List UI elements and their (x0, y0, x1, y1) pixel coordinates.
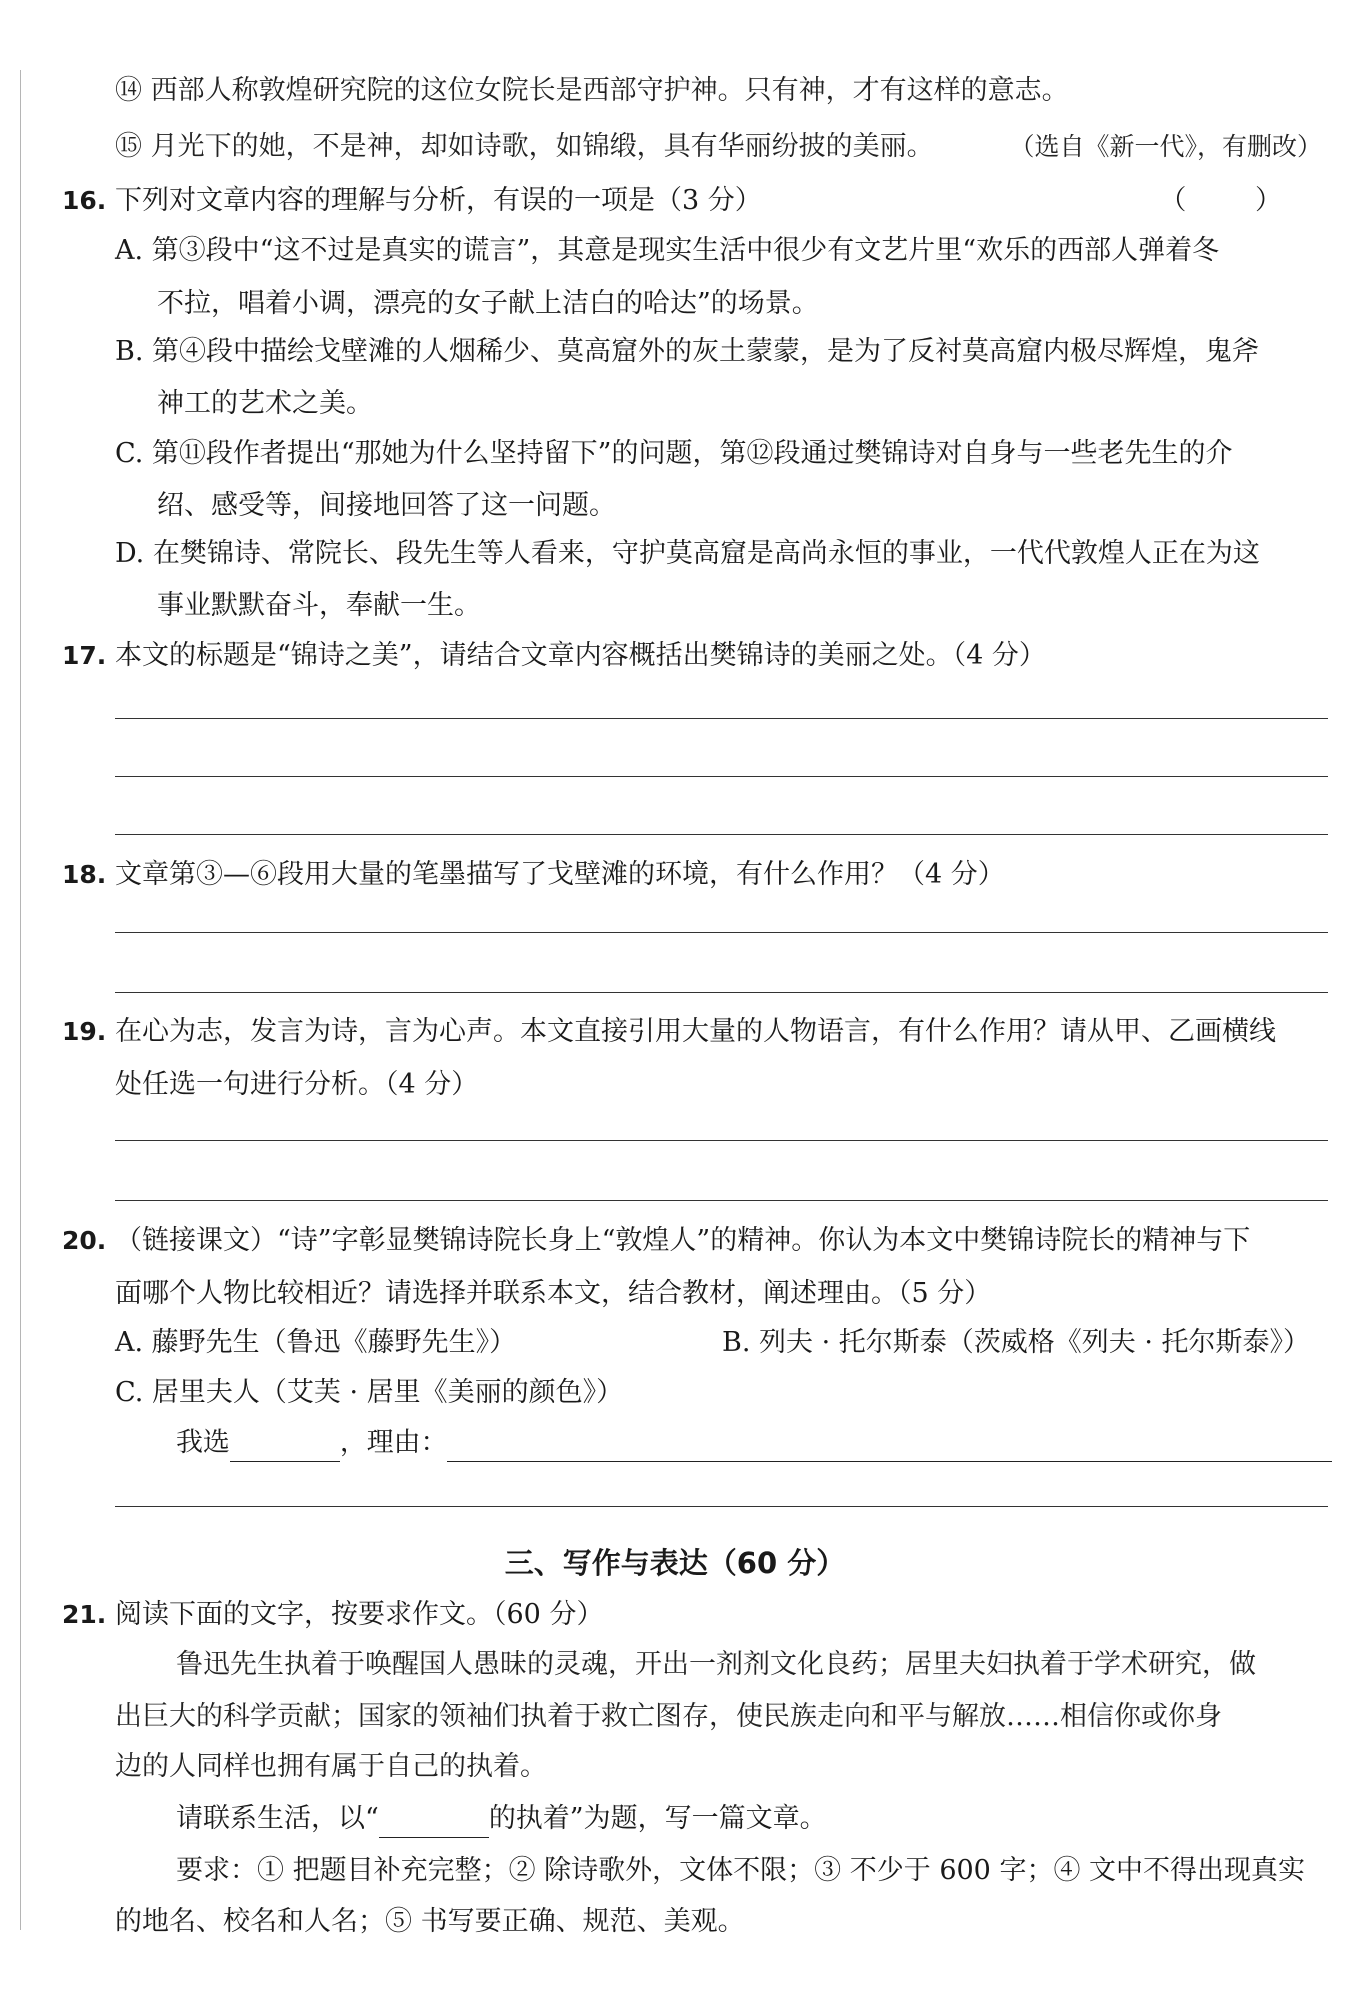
q20-option-c: C. 居里夫人（艾芙 · 居里《美丽的颜色》） (115, 1377, 624, 1408)
question-21-number: 21. (62, 1600, 107, 1629)
prompt-after: 的执着”为题，写一篇文章。 (488, 1803, 827, 1834)
answer-line[interactable] (115, 718, 1328, 719)
choice-row (176, 1424, 1332, 1462)
question-18-number: 18. (62, 860, 107, 889)
margin-rule (20, 70, 21, 1930)
answer-line[interactable] (115, 834, 1328, 835)
question-19-number: 19. (62, 1017, 107, 1046)
question-16-number: 16. (62, 186, 107, 215)
choice-blank[interactable] (230, 1431, 340, 1462)
question-20-line1: （链接课文）“诗”字彰显樊锦诗院长身上“敦煌人”的精神。你认为本文中樊锦诗院长的精神与下 (115, 1225, 1251, 1256)
question-16-stem: 下列对文章内容的理解与分析，有误的一项是（3 分） (115, 185, 762, 216)
question-20-number: 20. (62, 1226, 107, 1255)
reason-label: ，理由： (339, 1427, 448, 1458)
q20-option-a: A. 藤野先生（鲁迅《藤野先生》） (115, 1327, 517, 1358)
option-d-line2: 事业默默奋斗，奉献一生。 (157, 590, 481, 621)
option-d-line1: D. 在樊锦诗、常院长、段先生等人看来，守护莫高窟是高尚永恒的事业，一代代敦煌人正在为这 (115, 538, 1260, 569)
option-a-line2: 不拉，唱着小调，漂亮的女子献上洁白的哈达”的场景。 (157, 288, 819, 319)
answer-line[interactable] (115, 1140, 1328, 1141)
prompt-before: 请联系生活，以“ (176, 1803, 379, 1834)
question-18-stem: 文章第③—⑥段用大量的笔墨描写了戈壁滩的环境，有什么作用？（4 分） (115, 859, 1005, 890)
answer-line[interactable] (115, 992, 1328, 993)
question-21-stem: 阅读下面的文字，按要求作文。（60 分） (115, 1599, 604, 1630)
essay-material-line3: 边的人同样也拥有属于自己的执着。 (115, 1751, 547, 1782)
choose-label: 我选 (176, 1427, 230, 1458)
section-title: 三、写作与表达（60 分） (504, 1546, 846, 1580)
essay-prompt (176, 1800, 827, 1838)
requirements-line1: 要求：① 把题目补充完整；② 除诗歌外，文体不限；③ 不少于 600 字；④ 文中不得出现真实 (176, 1855, 1306, 1886)
passage-paragraph-14: ⑭ 西部人称敦煌研究院的这位女院长是西部守护神。只有神，才有这样的意志。 (115, 75, 1069, 106)
source-note: （选自《新一代》，有删改） (1009, 132, 1322, 161)
passage-paragraph-15: ⑮ 月光下的她，不是神，却如诗歌，如锦缎，具有华丽纷披的美丽。 (115, 131, 934, 162)
essay-material-line1: 鲁迅先生执着于唤醒国人愚昧的灵魂，开出一剂剂文化良药；居里夫妇执着于学术研究，做 (176, 1649, 1256, 1680)
reason-blank[interactable] (447, 1431, 1332, 1462)
answer-line[interactable] (115, 776, 1328, 777)
option-c-line1: C. 第⑪段作者提出“那她为什么坚持留下”的问题，第⑫段通过樊锦诗对自身与一些老先生的介 (115, 438, 1233, 469)
question-20-line2: 面哪个人物比较相近？请选择并联系本文，结合教材，阐述理由。（5 分） (115, 1278, 992, 1309)
essay-material-line2: 出巨大的科学贡献；国家的领袖们执着于救亡图存，使民族走向和平与解放……相信你或你身 (115, 1701, 1222, 1732)
question-17-number: 17. (62, 641, 107, 670)
answer-line[interactable] (115, 932, 1328, 933)
title-blank[interactable] (379, 1807, 489, 1838)
option-c-line2: 绍、感受等，间接地回答了这一问题。 (157, 490, 616, 521)
option-a-line1: A. 第③段中“这不过是真实的谎言”，其意是现实生活中很少有文艺片里“欢乐的西部人弹着冬 (115, 235, 1220, 266)
q20-option-b: B. 列夫 · 托尔斯泰（茨威格《列夫 · 托尔斯泰》） (722, 1327, 1311, 1358)
requirements-line2: 的地名、校名和人名；⑤ 书写要正确、规范、美观。 (115, 1906, 745, 1937)
question-19-line1: 在心为志，发言为诗，言为心声。本文直接引用大量的人物语言，有什么作用？请从甲、乙画横线 (115, 1016, 1276, 1047)
answer-line[interactable] (115, 1200, 1328, 1201)
question-19-line2: 处任选一句进行分析。（4 分） (115, 1069, 479, 1100)
answer-line[interactable] (115, 1506, 1328, 1507)
option-b-line2: 神工的艺术之美。 (157, 388, 373, 419)
option-b-line1: B. 第④段中描绘戈壁滩的人烟稀少、莫高窟外的灰土蒙蒙，是为了反衬莫高窟内极尽辉煌，鬼斧 (115, 336, 1260, 367)
question-17-stem: 本文的标题是“锦诗之美”，请结合文章内容概括出樊锦诗的美丽之处。（4 分） (115, 640, 1046, 671)
answer-bracket[interactable]: （ ） (1159, 185, 1312, 216)
